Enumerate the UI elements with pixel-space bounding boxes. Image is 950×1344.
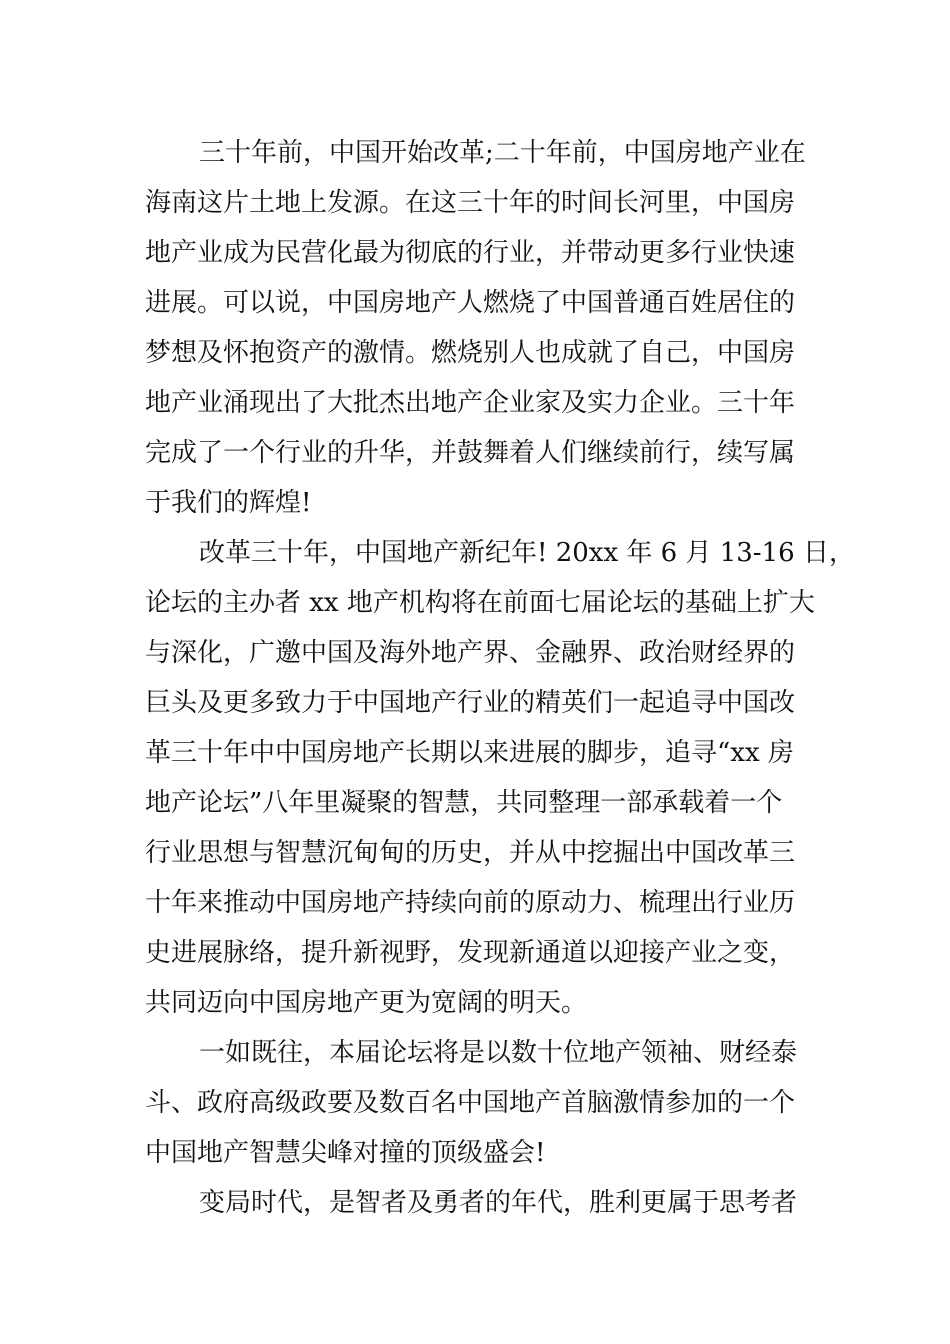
paragraph-3	[145, 1028, 815, 1178]
document-body	[145, 128, 855, 1228]
text-line: 海南这片土地上发源。在这三十年的时间长河里，中国房	[145, 188, 796, 218]
text-line: 革三十年中中国房地产长期以来进展的脚步，追寻“xx 房	[145, 738, 794, 768]
paragraph-4	[145, 1178, 815, 1228]
text-line: 一如既往，本届论坛将是以数十位地产领袖、财经泰	[199, 1038, 798, 1068]
text-line: 与深化，广邀中国及海外地产界、金融界、政治财经界的	[145, 638, 796, 668]
text-line: 中国地产智慧尖峰对撞的顶级盛会!	[145, 1138, 546, 1168]
text-line: 于我们的辉煌!	[145, 488, 312, 518]
text-line: 完成了一个行业的升华，并鼓舞着人们继续前行，续写属	[145, 438, 796, 468]
text-line: 变局时代，是智者及勇者的年代，胜利更属于思考者	[199, 1188, 798, 1218]
text-line: 地产业成为民营化最为彻底的行业，并带动更多行业快速	[145, 238, 796, 268]
paragraph-2	[145, 528, 855, 1028]
text-line: 进展。可以说，中国房地产人燃烧了中国普通百姓居住的	[145, 288, 796, 318]
text-line: 史进展脉络，提升新视野，发现新通道以迎接产业之变，	[145, 938, 796, 968]
text-line: 地产业涌现出了大批杰出地产企业家及实力企业。三十年	[145, 388, 796, 418]
text-line: 三十年前，中国开始改革;二十年前，中国房地产业在	[199, 138, 806, 168]
paragraph-1	[145, 128, 815, 528]
text-line: 梦想及怀抱资产的激情。燃烧别人也成就了自己，中国房	[145, 338, 796, 368]
text-line: 十年来推动中国房地产持续向前的原动力、梳理出行业历	[145, 888, 796, 918]
text-line: 地产论坛”八年里凝聚的智慧，共同整理一部承载着一个	[145, 788, 783, 818]
text-line: 改革三十年，中国地产新纪年! 20xx 年 6 月 13-16 日，	[199, 538, 855, 568]
text-line: 行业思想与智慧沉甸甸的历史，并从中挖掘出中国改革三	[145, 838, 796, 868]
text-line: 共同迈向中国房地产更为宽阔的明天。	[145, 988, 588, 1018]
text-line: 巨头及更多致力于中国地产行业的精英们一起追寻中国改	[145, 688, 796, 718]
text-line: 斗、政府高级政要及数百名中国地产首脑激情参加的一个	[145, 1088, 796, 1118]
text-line: 论坛的主办者 xx 地产机构将在前面七届论坛的基础上扩大	[145, 588, 815, 618]
